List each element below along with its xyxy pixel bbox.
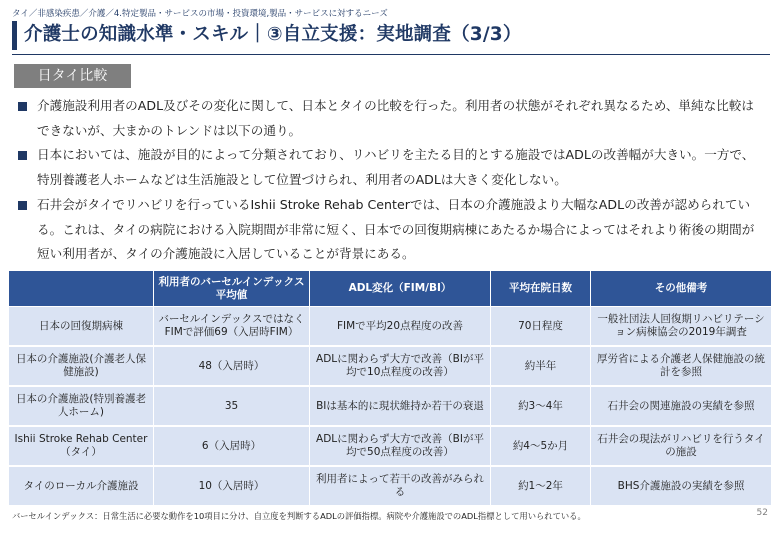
table-cell: 約1～2年 — [491, 466, 591, 506]
page-title: 介護士の知識水準・スキル｜③自立支援：実地調査（3/3） — [24, 24, 522, 45]
section-tag: 日タイ比較 — [14, 64, 131, 88]
table-cell: FIMで平均20点程度の改善 — [310, 307, 491, 347]
table-cell: 利用者によって若干の改善がみられる — [310, 466, 491, 506]
table-row — [9, 386, 772, 426]
table-cell: ADLに関わらず大方で改善（BIが平均で50点程度の改善） — [310, 426, 491, 466]
square-bullet-icon — [18, 151, 27, 160]
table-row — [9, 426, 772, 466]
table-cell: ADLに関わらず大方で改善（BIが平均で10点程度の改善） — [310, 346, 491, 386]
table-cell: 厚労省による介護老人保健施設の統計を参照 — [591, 346, 772, 386]
bullet-item — [14, 143, 766, 192]
bullet-list — [14, 94, 766, 267]
row-label-cell: Ishii Stroke Rehab Center（タイ） — [9, 426, 154, 466]
table-cell: 石井会の関連施設の実績を参照 — [591, 386, 772, 426]
table-header-cell: ADL変化（FIM/BI） — [310, 271, 491, 307]
title-accent-bar — [12, 21, 17, 50]
table-cell: 石井会の現法がリハビリを行うタイの施設 — [591, 426, 772, 466]
title-divider — [12, 54, 770, 55]
row-label-cell: 日本の回復期病棟 — [9, 307, 154, 347]
table-cell: 約4～5か月 — [491, 426, 591, 466]
square-bullet-icon — [18, 201, 27, 210]
table-header-cell: 平均在院日数 — [491, 271, 591, 307]
table-header-row — [9, 271, 772, 307]
table-row — [9, 307, 772, 347]
table-cell: BHS介護施設の実績を参照 — [591, 466, 772, 506]
table-row — [9, 466, 772, 506]
bullet-item — [14, 94, 766, 143]
table-cell: 35 — [154, 386, 310, 426]
table-cell: 10（入居時） — [154, 466, 310, 506]
table-row — [9, 346, 772, 386]
bullet-item — [14, 193, 766, 267]
row-label-cell: 日本の介護施設(特別養護老人ホーム) — [9, 386, 154, 426]
comparison-table — [8, 270, 772, 507]
breadcrumb: タイ／非感染疾患／介護／4.特定製品・サービスの市場・投資環境,製品・サービスに対するニーズ — [12, 9, 388, 19]
square-bullet-icon — [18, 102, 27, 111]
table-header-cell — [9, 271, 154, 307]
bullet-text: 介護施設利用者のADL及びその変化に関して、日本とタイの比較を行った。利用者の状態がそれぞれ異なるため、単純な比較はできないが、大まかのトレンドは以下の通り。 — [37, 98, 754, 138]
bullet-text: 石井会がタイでリハビリを行っているIshii Stroke Rehab Centerでは、日本の介護施設より大幅なADLの改善が認められている。これは、タイの病院における入院期間が非常に短く、日本での回復期病棟にあたるか場合によってはそれより術後の期間が短い利用者が、タイの介護施設に入居していることが背景にある。 — [37, 196, 755, 262]
bullet-text: 日本においては、施設が目的によって分類されており、リハビリを主たる目的とする施設ではADLの改善幅が大きい。一方で、特別養護老人ホームなどは生活施設として位置づけられ、利用者のADLは大きく変化しない。 — [37, 147, 755, 188]
table-cell: 6（入居時） — [154, 426, 310, 466]
table-cell: 約3～4年 — [491, 386, 591, 426]
table-header-cell: 利用者のバーセルインデックス平均値 — [154, 271, 310, 307]
footnote: バーセルインデックス：日常生活に必要な動作を10項目に分け、自立度を判断するADLの評価指標。病院や介護施設でのADL指標として用いられている。 — [12, 511, 586, 521]
table-cell: 約半年 — [491, 346, 591, 386]
row-label-cell: タイのローカル介護施設 — [9, 466, 154, 506]
page-number: 52 — [756, 508, 768, 518]
table-cell: BIは基本的に現状維持か若干の衰退 — [310, 386, 491, 426]
table-cell: 一般社団法人回復期リハビリテーション病棟協会の2019年調査 — [591, 307, 772, 347]
table-cell: 70日程度 — [491, 307, 591, 347]
table-cell: 48（入居時） — [154, 346, 310, 386]
table-cell: バーセルインデックスではなくFIMで評価69（入居時FIM） — [154, 307, 310, 347]
row-label-cell: 日本の介護施設(介護老人保健施設) — [9, 346, 154, 386]
table-header-cell: その他備考 — [591, 271, 772, 307]
